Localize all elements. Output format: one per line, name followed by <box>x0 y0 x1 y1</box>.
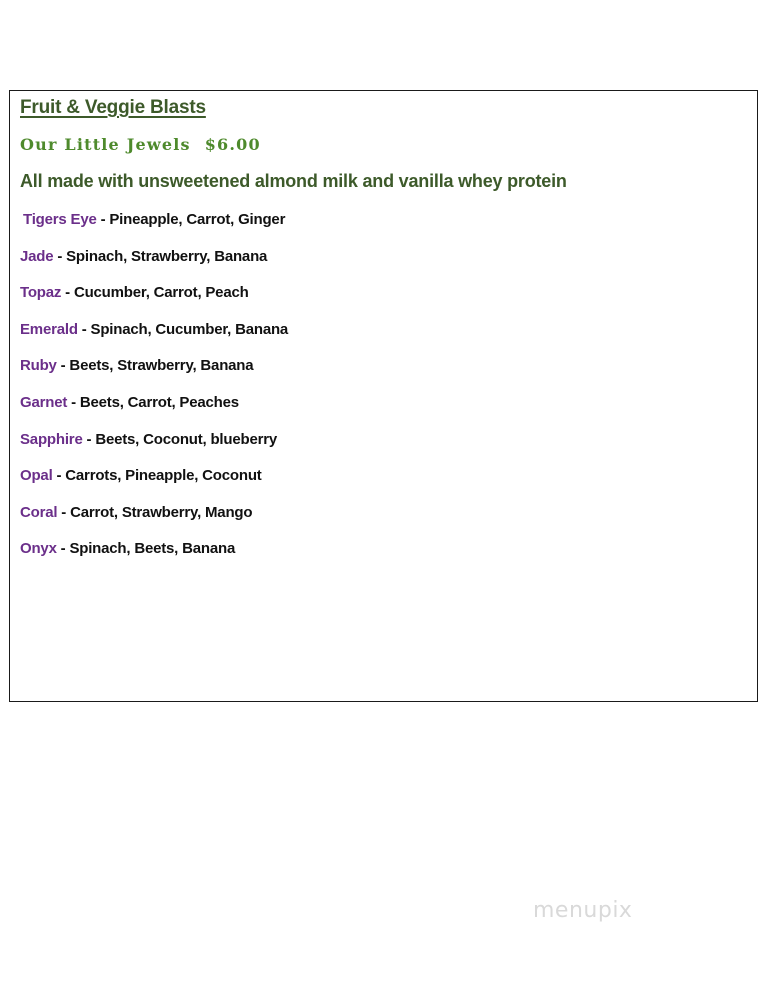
item-name: Tigers Eye <box>23 211 97 228</box>
item-name: Onyx <box>20 540 57 558</box>
item-ingredients: - Beets, Carrot, Peaches <box>67 393 239 411</box>
menu-item <box>20 321 288 358</box>
menu-item <box>20 431 288 468</box>
menu-item <box>20 394 288 431</box>
preparation-note: All made with unsweetened almond milk and vanilla whey protein <box>20 171 567 191</box>
section-title: Fruit & Veggie Blasts <box>20 97 206 118</box>
item-name: Opal <box>20 467 53 485</box>
item-name: Ruby <box>20 357 57 375</box>
item-name: Sapphire <box>20 430 83 448</box>
item-name: Topaz <box>20 284 62 302</box>
item-name: Emerald <box>20 320 78 338</box>
menu-item-list <box>20 211 288 577</box>
item-ingredients: - Beets, Strawberry, Banana <box>56 357 254 375</box>
menu-item <box>20 211 288 248</box>
menu-item <box>20 467 288 504</box>
item-name: Garnet <box>20 393 68 411</box>
subtitle: Our Little Jewels <box>20 135 191 154</box>
price: $6.00 <box>204 135 261 154</box>
item-ingredients: - Spinach, Strawberry, Banana <box>53 247 268 265</box>
menu-item <box>20 504 288 541</box>
item-ingredients: - Carrot, Strawberry, Mango <box>57 503 253 521</box>
item-name: Jade <box>20 247 54 265</box>
item-ingredients: - Spinach, Beets, Banana <box>56 540 236 558</box>
item-ingredients: - Carrots, Pineapple, Coconut <box>52 467 262 485</box>
item-ingredients: - Cucumber, Carrot, Peach <box>61 284 249 302</box>
item-ingredients: - Spinach, Cucumber, Banana <box>77 320 289 338</box>
subtitle-price-line <box>20 135 261 154</box>
menu-section-box <box>9 90 758 702</box>
menu-item <box>20 284 288 321</box>
item-name: Coral <box>20 503 58 521</box>
item-ingredients: - Pineapple, Carrot, Ginger <box>96 211 286 228</box>
menu-item <box>20 540 288 577</box>
menu-item <box>20 248 288 285</box>
menupix-watermark: menupix <box>533 898 633 923</box>
menu-item <box>20 357 288 394</box>
item-ingredients: - Beets, Coconut, blueberry <box>82 430 278 448</box>
